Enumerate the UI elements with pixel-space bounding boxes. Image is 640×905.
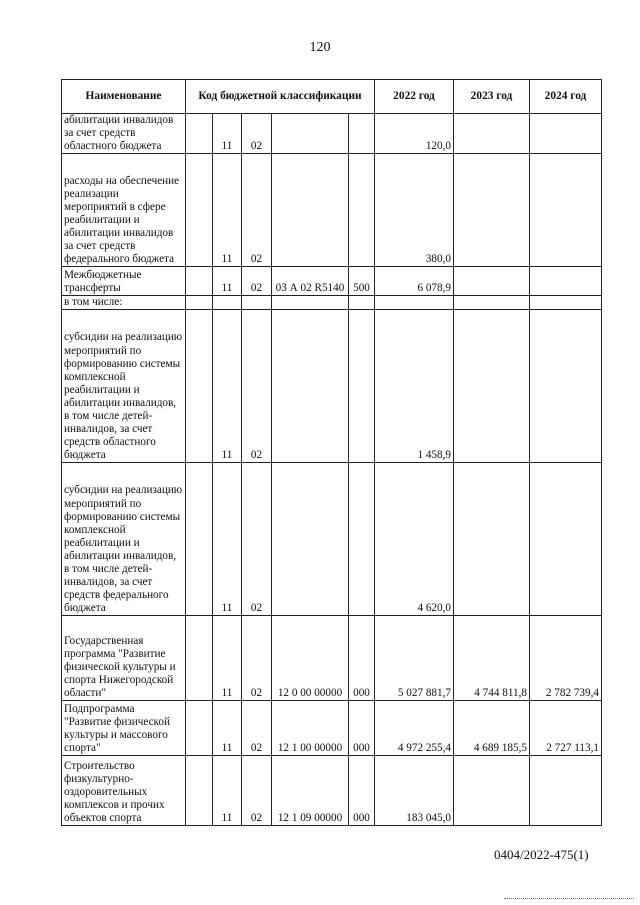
row-name: субсидии на реализацию мероприятий по формированию системы комплексной реабилитации и абилитации инвалидов, в том числе детей-инвалидов, за счет средств областного бюджета xyxy=(62,310,186,463)
row-2024: 2 782 739,4 xyxy=(530,616,602,701)
row-pr: 02 xyxy=(242,114,272,154)
header-name: Наименование xyxy=(62,80,186,114)
row-2023 xyxy=(454,463,530,616)
row-2023 xyxy=(454,114,530,154)
row-2022: 183 045,0 xyxy=(375,756,454,826)
row-2024 xyxy=(530,296,602,310)
scan-artifact xyxy=(504,898,634,902)
row-csr: 12 0 00 00000 xyxy=(272,616,349,701)
row-pr: 02 xyxy=(242,310,272,463)
row-rz: 11 xyxy=(213,114,242,154)
row-rz: 11 xyxy=(213,701,242,756)
header-code: Код бюджетной классификации xyxy=(186,80,375,114)
row-csr: 12 1 00 00000 xyxy=(272,701,349,756)
row-2022: 4 972 255,4 xyxy=(375,701,454,756)
table-row xyxy=(62,296,602,310)
table-header-row xyxy=(62,80,602,114)
row-2022 xyxy=(375,296,454,310)
row-vr: 000 xyxy=(349,616,375,701)
row-vr xyxy=(349,463,375,616)
row-name: расходы на обеспечение реализации мероприятий в сфере реабилитации и абилитации инвалидов за счет средств федерального бюджета xyxy=(62,154,186,267)
page-number: 120 xyxy=(309,40,331,55)
row-blank xyxy=(186,310,213,463)
row-rz: 11 xyxy=(213,267,242,296)
row-vr: 000 xyxy=(349,756,375,826)
table-row xyxy=(62,701,602,756)
row-2023 xyxy=(454,310,530,463)
row-2023 xyxy=(454,756,530,826)
row-2024 xyxy=(530,310,602,463)
row-name: Государственная программа "Развитие физической культуры и спорта Нижегородской области" xyxy=(62,616,186,701)
row-2022: 6 078,9 xyxy=(375,267,454,296)
row-2024 xyxy=(530,267,602,296)
row-pr: 02 xyxy=(242,154,272,267)
row-name: в том числе: xyxy=(62,296,186,310)
row-blank xyxy=(186,616,213,701)
row-2023 xyxy=(454,267,530,296)
row-vr xyxy=(349,310,375,463)
row-rz: 11 xyxy=(213,756,242,826)
row-rz: 11 xyxy=(213,154,242,267)
row-blank xyxy=(186,463,213,616)
table-row xyxy=(62,463,602,616)
row-rz: 11 xyxy=(213,310,242,463)
row-name: субсидии на реализацию мероприятий по формированию системы комплексной реабилитации и абилитации инвалидов, в том числе детей-инвалидов, за счет средств федерального бюджета xyxy=(62,463,186,616)
row-blank xyxy=(186,296,213,310)
row-pr xyxy=(242,296,272,310)
row-csr xyxy=(272,463,349,616)
table-row xyxy=(62,310,602,463)
row-name: Подпрограмма "Развитие физической культуры и массового спорта" xyxy=(62,701,186,756)
row-2024 xyxy=(530,154,602,267)
row-rz xyxy=(213,296,242,310)
budget-table xyxy=(61,79,602,826)
row-pr: 02 xyxy=(242,616,272,701)
table-row xyxy=(62,756,602,826)
row-blank xyxy=(186,756,213,826)
row-pr: 02 xyxy=(242,756,272,826)
row-csr xyxy=(272,310,349,463)
row-pr: 02 xyxy=(242,463,272,616)
row-2024 xyxy=(530,463,602,616)
row-2022: 380,0 xyxy=(375,154,454,267)
row-2023: 4 689 185,5 xyxy=(454,701,530,756)
row-2022: 120,0 xyxy=(375,114,454,154)
row-2023 xyxy=(454,154,530,267)
row-rz: 11 xyxy=(213,463,242,616)
row-blank xyxy=(186,267,213,296)
row-vr: 000 xyxy=(349,701,375,756)
row-2022: 5 027 881,7 xyxy=(375,616,454,701)
row-name: абилитации инвалидов за счет средств областного бюджета xyxy=(62,114,186,154)
table-row xyxy=(62,154,602,267)
row-blank xyxy=(186,114,213,154)
row-2024 xyxy=(530,114,602,154)
header-2024: 2024 год xyxy=(530,80,602,114)
row-blank xyxy=(186,701,213,756)
table-row xyxy=(62,114,602,154)
row-csr xyxy=(272,154,349,267)
row-2024 xyxy=(530,756,602,826)
table-row xyxy=(62,267,602,296)
row-2022: 4 620,0 xyxy=(375,463,454,616)
row-vr: 500 xyxy=(349,267,375,296)
row-csr xyxy=(272,296,349,310)
header-2022: 2022 год xyxy=(375,80,454,114)
row-csr: 12 1 09 00000 xyxy=(272,756,349,826)
row-2023: 4 744 811,8 xyxy=(454,616,530,701)
row-2023 xyxy=(454,296,530,310)
row-vr xyxy=(349,154,375,267)
row-name: Строительство физкультурно-оздоровительных комплексов и прочих объектов спорта xyxy=(62,756,186,826)
header-2023: 2023 год xyxy=(454,80,530,114)
row-name: Межбюджетные трансферты xyxy=(62,267,186,296)
row-pr: 02 xyxy=(242,701,272,756)
row-csr xyxy=(272,114,349,154)
table-row xyxy=(62,616,602,701)
row-blank xyxy=(186,154,213,267)
row-2024: 2 727 113,1 xyxy=(530,701,602,756)
row-vr xyxy=(349,296,375,310)
row-csr: 03 А 02 R5140 xyxy=(272,267,349,296)
row-2022: 1 458,9 xyxy=(375,310,454,463)
document-code: 0404/2022-475(1) xyxy=(494,847,589,862)
row-vr xyxy=(349,114,375,154)
row-pr: 02 xyxy=(242,267,272,296)
row-rz: 11 xyxy=(213,616,242,701)
